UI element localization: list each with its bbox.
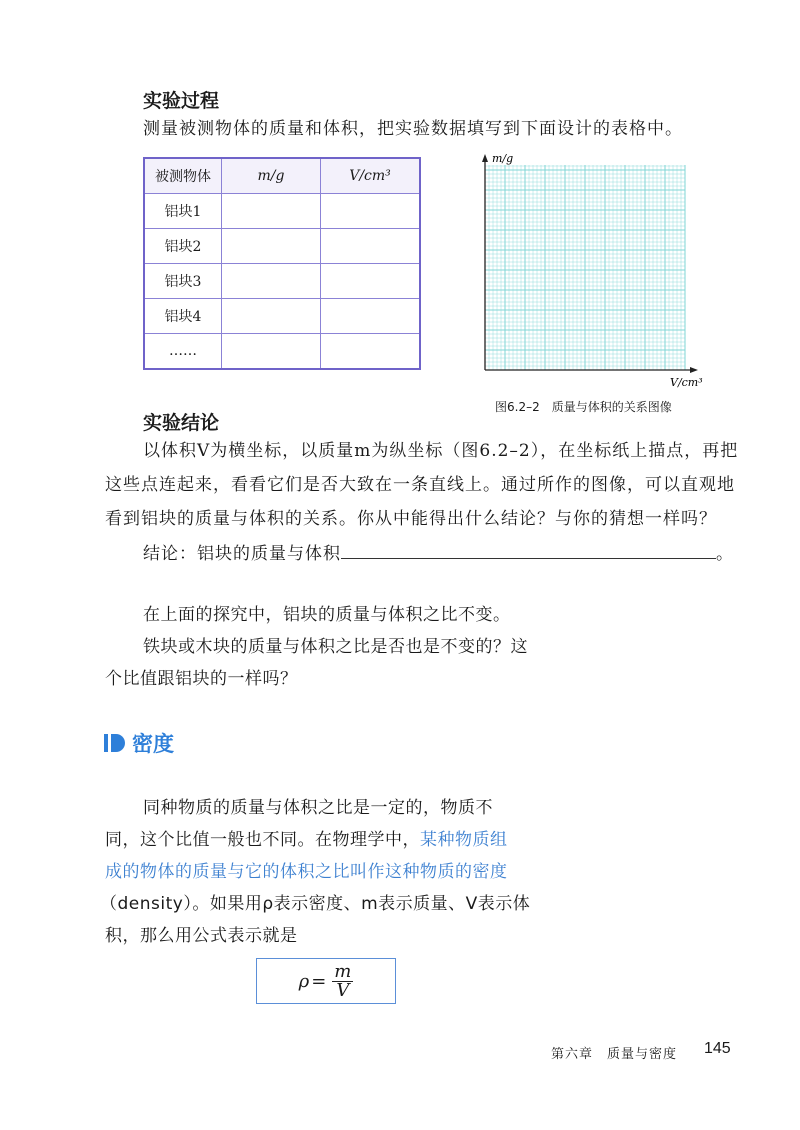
header-volume: V/cm³	[321, 158, 421, 194]
row-label: 铝块1	[144, 194, 222, 229]
header-object: 被测物体	[144, 158, 222, 194]
table-row	[144, 229, 420, 264]
mass-cell	[222, 229, 321, 264]
table-row	[144, 264, 420, 299]
conclusion-line-3: 看到铝块的质量与体积的关系。你从中能得出什么结论？与你的猜想一样吗？	[105, 509, 717, 529]
conclusion-line-1: 以体积V为横坐标，以质量m为纵坐标（图6.2–2），在坐标纸上描点，再把	[143, 441, 739, 461]
discussion-line-3: 个比值跟铝块的一样吗？	[105, 669, 298, 689]
grid-major-lines	[485, 165, 685, 370]
discussion-line-2: 铁块或木块的质量与体积之比是否也是不变的？这	[143, 637, 528, 657]
conclusion-heading: 实验结论	[143, 412, 220, 434]
formula-denominator: V	[336, 979, 350, 1001]
footer-chapter: 第六章 质量与密度	[551, 1047, 678, 1062]
table-row	[144, 299, 420, 334]
row-label: 铝块2	[144, 229, 222, 264]
definition-highlight: 成的物体的质量与它的体积之比叫作这种物质的密度	[105, 862, 508, 882]
process-heading: 实验过程	[143, 90, 220, 112]
density-formula	[256, 958, 396, 1004]
figure-caption: 图6.2–2 质量与体积的关系图像	[495, 400, 672, 414]
volume-cell	[321, 299, 421, 334]
process-text: 测量被测物体的质量和体积，把实验数据填写到下面设计的表格中。	[143, 119, 683, 139]
volume-cell	[321, 334, 421, 370]
row-label: 铝块4	[144, 299, 222, 334]
table-row	[144, 334, 420, 370]
graph-paper	[470, 150, 710, 390]
conclusion-line-2: 这些点连起来，看看它们是否大致在一条直线上。通过所作的图像，可以直观地	[105, 475, 735, 495]
volume-cell	[321, 264, 421, 299]
density-line-2	[105, 823, 508, 857]
section-title: 密度	[132, 732, 174, 756]
header-mass: m/g	[222, 158, 321, 194]
discussion-line-1: 在上面的探究中，铝块的质量与体积之比不变。	[143, 605, 511, 625]
conclusion-suffix: 。	[716, 544, 734, 564]
x-axis-arrow-icon	[690, 367, 698, 373]
formula-fraction	[332, 960, 353, 1001]
data-table	[143, 157, 421, 370]
y-axis-arrow-icon	[482, 154, 488, 162]
row-label: ……	[144, 334, 222, 370]
mass-cell	[222, 299, 321, 334]
mass-cell	[222, 264, 321, 299]
answer-blank[interactable]	[341, 536, 716, 559]
page-number: 145	[704, 1040, 731, 1057]
volume-cell	[321, 229, 421, 264]
table-header-row	[144, 158, 420, 194]
definition-highlight-start: 某种物质组	[420, 830, 508, 850]
volume-cell	[321, 194, 421, 229]
formula-equals: =	[311, 970, 327, 992]
conclusion-prefix: 结论：铝块的质量与体积	[143, 544, 341, 564]
density-line-2-text: 同，这个比值一般也不同。在物理学中，	[105, 830, 420, 850]
section-marker-icon	[104, 733, 126, 753]
mass-cell	[222, 194, 321, 229]
x-axis-label: V/cm³	[670, 376, 703, 389]
y-axis-label: m/g	[492, 152, 514, 165]
row-label: 铝块3	[144, 264, 222, 299]
density-line-1: 同种物质的质量与体积之比是一定的，物质不	[143, 798, 493, 818]
conclusion-fill	[143, 536, 734, 571]
density-line-5: 积，那么用公式表示就是	[105, 926, 298, 946]
mass-cell	[222, 334, 321, 370]
formula-rho: ρ	[298, 970, 310, 992]
formula-numerator: m	[334, 960, 352, 982]
table-row	[144, 194, 420, 229]
density-line-4: （density）。如果用ρ表示密度、m表示质量、V表示体	[100, 894, 531, 914]
